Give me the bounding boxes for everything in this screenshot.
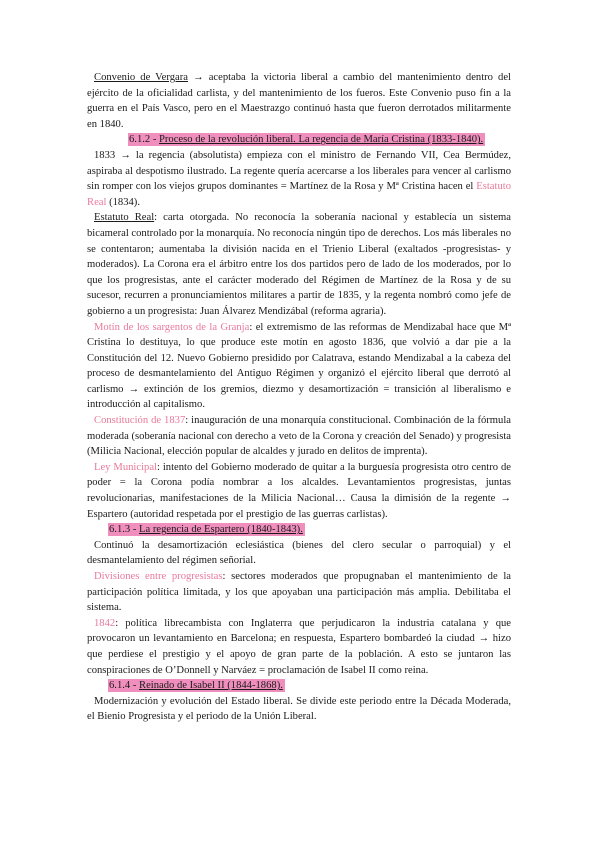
term-1842: 1842 (94, 617, 116, 629)
paragraph-modernizacion (87, 694, 511, 725)
section-heading-6-1-4 (87, 678, 511, 694)
section-number: 6.1.3 - (109, 524, 140, 536)
paragraph-text: Modernización y evolución del Estado liberal. Se divide este periodo entre la Década Moderada, el Bienio Progresista y el periodo de la Unión Liberal. (87, 695, 511, 723)
section-heading-6-1-2 (87, 132, 511, 148)
section-heading-6-1-3 (87, 522, 511, 538)
paragraph-1833-regencia (87, 148, 511, 210)
paragraph-text: : inauguración de una monarquía constitucional. Combinación de la fórmula moderada (soberanía nacional con derecho a veto de la Corona y creación del Senado) y progresista (Milicia Nacional, elección popular de alcaldes y jurado en delitos de imprenta). (87, 415, 511, 458)
paragraph-text: : política librecambista con Inglaterra que perjudicaron la industria catalana y que provocaron un levantamiento en Barcelona; en respuesta, Espartero bombardeó la ciudad → hizo que perdiese el prestigio y el apoyo de gran parte de la población. A esto se juntaron las conspiraciones de O’Donnell y Narváez = proclamación de Isabel II como reina. (87, 617, 511, 676)
term-constitucion-1837: Constitución de 1837 (94, 415, 186, 427)
section-title: Proceso de la revolución liberal. La regencia de María Cristina (1833-1840). (159, 134, 484, 146)
paragraph-constitucion-1837 (87, 413, 511, 460)
paragraph-text-end: (1834). (106, 196, 140, 208)
paragraph-desamortizacion (87, 538, 511, 569)
paragraph-text: : carta otorgada. No reconocía la soberanía nacional y establecía un sistema bicameral controlado por la monarquía. No reconocía ningún tipo de derechos. Los más liberales no se contentaron; aumentaba la división nacida en el Trienio Liberal (exaltados -progresistas- y moderados). La Corona era el árbitro entre los dos partidos pero de lado de los moderados, por lo que los progresistas, ante el carácter moderado del Régimen de Martínez de la Rosa y de su sucesor, recurren a pronunciamientos militares a partir de 1835, y la regenta nombró como jefe de gobierno a un progresista: Juan Álvarez Mendizábal (reforma agraria). (87, 212, 512, 317)
paragraph-text: Continuó la desamortización eclesiástica (bienes del clero secular o parroquial) y el desmantelamiento del régimen señorial. (87, 539, 511, 567)
term-estatuto-real-link: Estatuto Real (87, 181, 511, 208)
paragraph-motin-granja (87, 320, 511, 414)
term-ley-municipal: Ley Municipal (94, 461, 157, 473)
paragraph-estatuto-real (87, 210, 511, 319)
paragraph-1842 (87, 616, 511, 678)
paragraph-text: : sectores moderados que propugnaban el mantenimiento de la participación política limitada, y los que apoyaban una participación más amplia. Debilitaba el sistema. (87, 571, 511, 614)
term-estatuto-real: Estatuto Real (94, 212, 155, 224)
term-divisiones-progresistas: Divisiones entre progresistas (94, 571, 223, 582)
document-body (87, 70, 511, 725)
paragraph-ley-municipal (87, 460, 511, 522)
paragraph-text: : el extremismo de las reformas de Mendizabal hace que Mª Cristina lo destituya, lo que produce este motín en agosto 1836, que volvió a dar pie a la Constitución del 12. Nuevo Gobierno presidido por Calatrava, estando Mendizabal a la cabeza del proceso de desmantelamiento del Antiguo Régimen y organizó el ejército liberal que derrotó al carlismo → extinción de los gremios, diezmo y desamortización = transición al liberalismo e introducción al capitalismo. (87, 321, 511, 411)
term-convenio-vergara: Convenio de Vergara (94, 72, 188, 83)
term-motin-granja: Motín de los sargentos de la Granja (94, 321, 250, 333)
paragraph-text: → aceptaba la victoria liberal a cambio del mantenimiento dentro del ejército de la oficialidad carlista, y del mantenimiento de los fueros. Este Convenio puso fin a la guerra en el País Vasco, pero en el Maestrazgo continuó hasta que fueron derrotados militarmente en 1840. (87, 72, 512, 130)
paragraph-convenio-vergara (87, 70, 511, 132)
section-number: 6.1.4 - (109, 680, 140, 692)
section-number: 6.1.2 - (129, 134, 160, 146)
paragraph-text: 1833 → la regencia (absolutista) empieza con el ministro de Fernando VII, Cea Bermúdez, aspiraba al despotismo ilustrado. La regente quería acercarse a los liberales para vencer al carlismo sin romper con los viejos grupos dominantes = Martínez de la Rosa y Mª Cristina hacen el (87, 149, 511, 193)
section-title: Reinado de Isabel II (1844-1868). (139, 680, 283, 692)
section-title: La regencia de Espartero (1840-1843). (139, 524, 303, 536)
paragraph-text: : intento del Gobierno moderado de quitar a la burguesía progresista otro centro de poder = la Corona podía nombrar a los alcaldes. Levantamientos progresistas, juntas revolucionarias, manifestaciones de la Milicia Nacional… Causa la dimisión de la regente → Espartero (autoridad respetada por el prestigio de las guerras carlistas). (87, 461, 511, 520)
paragraph-divisiones-progresistas (87, 569, 511, 616)
